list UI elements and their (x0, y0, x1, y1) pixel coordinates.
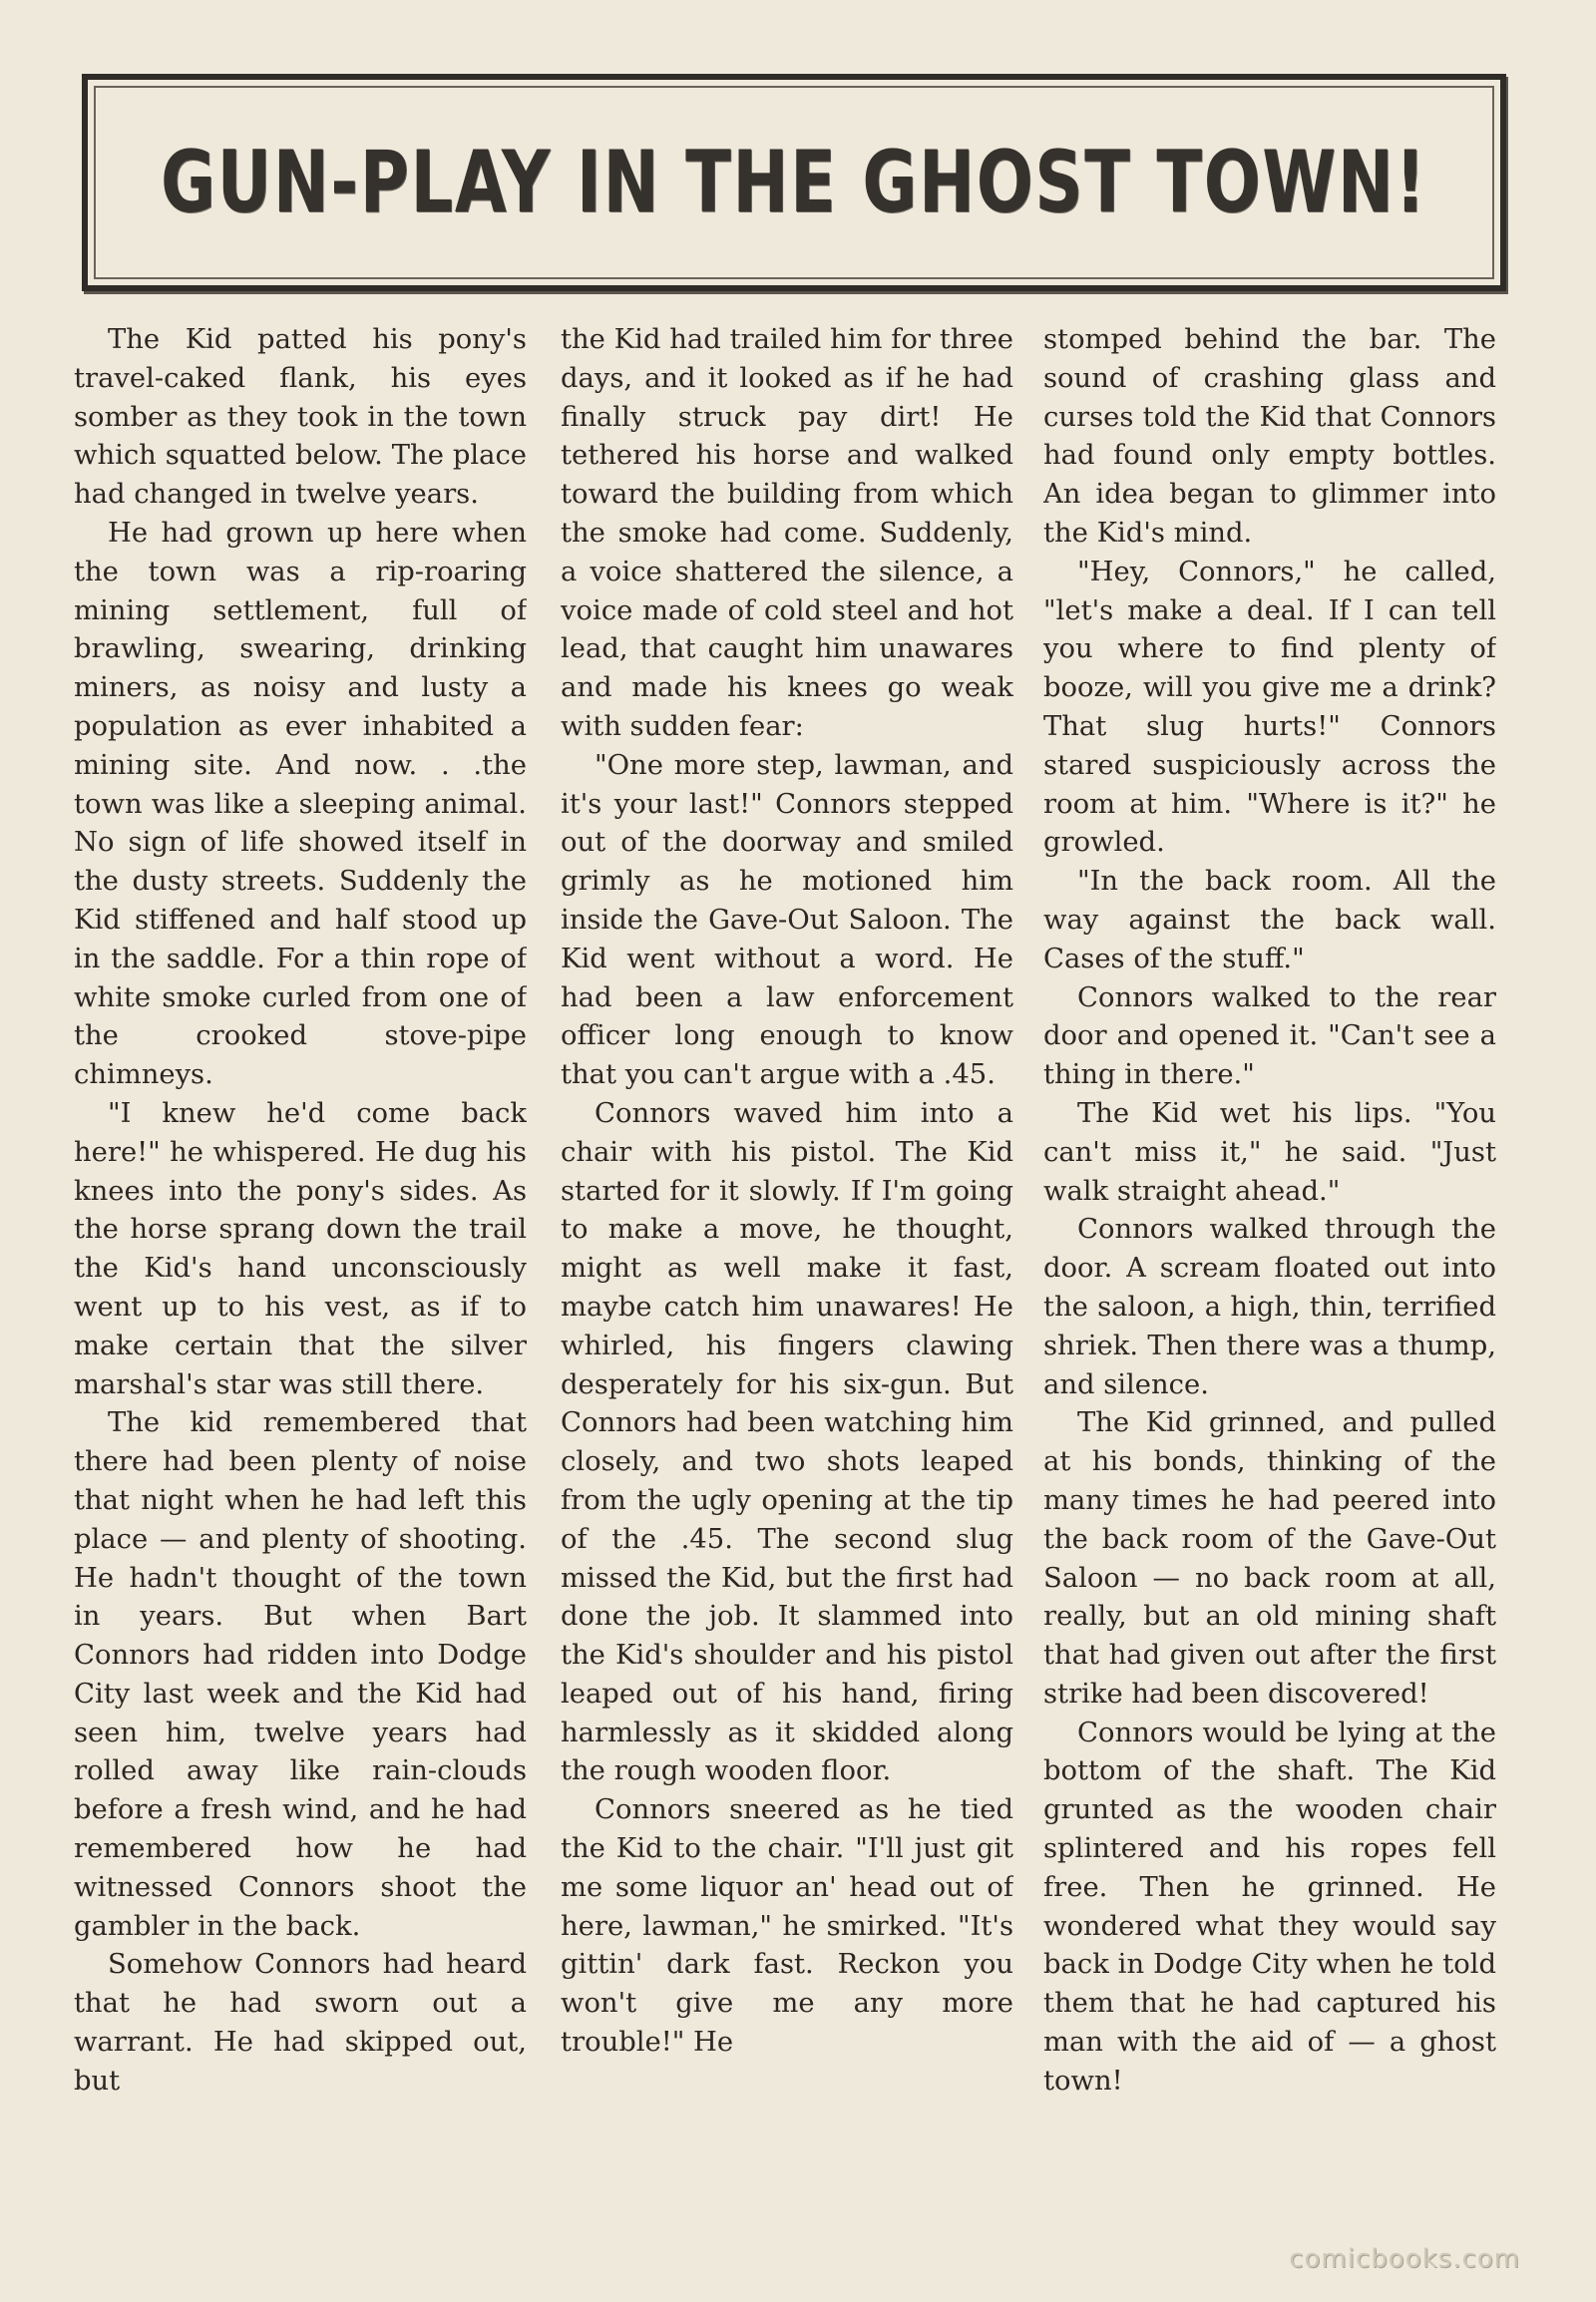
paragraph: He had grown up here when the town was a rip-roaring mining settlement, full of brawling, swearing, drinking miners, as noisy and lusty a population as ever inhabited a mining site. And now. . .the town was like a sleeping animal. No sign of life showed itself in the dusty streets. Suddenly the Kid stiffened and half stood up in the saddle. For a thin rope of white smoke curled from one of the crooked stove-pipe chimneys. (74, 517, 527, 1091)
story-columns (68, 321, 1504, 2186)
paragraph: Connors would be lying at the bottom of the shaft. The Kid grunted as the wooden chair splintered and his ropes fell free. Then he grinned. He wondered what they would say back in Dodge City when he told them that he had captured his man with the aid of — a ghost town! (1043, 1717, 1496, 2097)
paragraph: Connors walked to the rear door and opened it. "Can't see a thing in there." (1043, 981, 1496, 1091)
paragraph: Somehow Connors had heard that he had sworn out a warrant. He had skipped out, but (74, 1949, 527, 2097)
paragraph: "One more step, lawman, and it's your last!" Connors stepped out of the doorway and smiled grimly as he motioned him inside the Gave-Out Saloon. The Kid went without a word. He had been a law enforcement officer long enough to know that you can't argue with a .45. (561, 749, 1013, 1091)
watermark: comicbooks.com (1289, 2244, 1520, 2274)
paragraph: The Kid grinned, and pulled at his bonds, thinking of the many times he had peered into the back room of the Gave-Out Saloon — no back room at all, really, but an old mining shaft that had given out after the first strike had been discovered! (1043, 1407, 1496, 1710)
paragraph: Connors sneered as he tied the Kid to the chair. "I'll just git me some liquor an' head out of here, lawman," he smirked. "It's gittin' dark fast. Reckon you won't give me any more trouble!" He (561, 1794, 1013, 2059)
column-3 (1043, 321, 1496, 2176)
column-2 (561, 321, 1013, 2176)
paragraph: the Kid had trailed him for three days, and it looked as if he had finally struck pay dirt! He tethered his horse and walked toward the building from which the smoke had come. Suddenly, a voice shattered the silence, a voice made of cold steel and hot lead, that caught him unawares and made his knees go weak with sudden fear: (561, 324, 1013, 742)
paragraph: Connors walked through the door. A scream floated out into the saloon, a high, thin, terrified shriek. Then there was a thump, and silence. (1043, 1214, 1496, 1400)
column-1 (74, 321, 527, 2176)
story-title: GUN-PLAY IN THE GHOST TOWN! (161, 133, 1427, 232)
paragraph: "I knew he'd come back here!" he whispered. He dug his knees into the pony's sides. As the horse sprang down the trail the Kid's hand unconsciously went up to his vest, as if to make certain that the silver marshal's star was still there. (74, 1097, 527, 1400)
paragraph: stomped behind the bar. The sound of crashing glass and curses told the Kid that Connors had found only empty bottles. An idea began to glimmer into the Kid's mind. (1043, 324, 1496, 549)
paragraph: The Kid patted his pony's travel-caked flank, his eyes somber as they took in the town which squatted below. The place had changed in twelve years. (74, 324, 527, 511)
paragraph: "Hey, Connors," he called, "let's make a deal. If I can tell you where to find plenty of booze, will you give me a drink? That slug hurts!" Connors stared suspiciously across the room at him. "Where is it?" he growled. (1043, 556, 1496, 859)
title-box (82, 74, 1506, 291)
paragraph: The kid remembered that there had been plenty of noise that night when he had left this place — and plenty of shooting. He hadn't thought of the town in years. But when Bart Connors had ridden into Dodge City last week and the Kid had seen him, twelve years had rolled away like rain-clouds before a fresh wind, and he had remembered how he had witnessed Connors shoot the gambler in the back. (74, 1407, 527, 1942)
paragraph: Connors waved him into a chair with his pistol. The Kid started for it slowly. If I'm going to make a move, he thought, might as well make it fast, maybe catch him unawares! He whirled, his fingers clawing desperately for his six-gun. But Connors had been watching him closely, and two shots leaped from the ugly opening at the tip of the .45. The second slug missed the Kid, but the first had done the job. It slammed into the Kid's shoulder and his pistol leaped out of his hand, firing harmlessly as it skidded along the rough wooden floor. (561, 1097, 1013, 1787)
paragraph: "In the back room. All the way against the back wall. Cases of the stuff." (1043, 866, 1496, 974)
paragraph: The Kid wet his lips. "You can't miss it," he said. "Just walk straight ahead." (1043, 1097, 1496, 1207)
